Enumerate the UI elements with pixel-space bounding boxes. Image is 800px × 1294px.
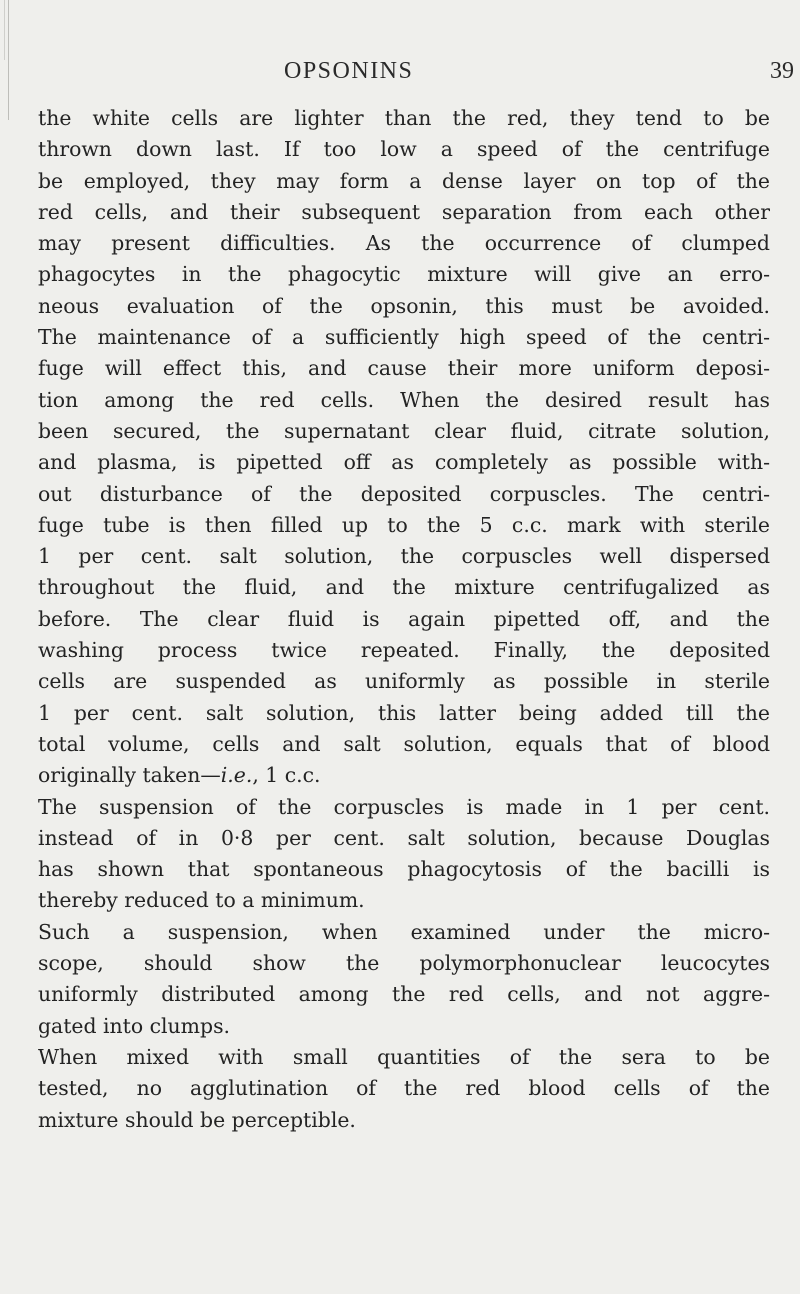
text-line: fuge will effect this, and cause their more uniform deposi-: [38, 356, 770, 381]
text-line: the white cells are lighter than the red, they tend to be: [38, 106, 770, 130]
text-line: has shown that spontaneous phagocytosis of the bacilli is: [38, 857, 770, 882]
text-line: before. The clear fluid is again pipetted off, and the: [38, 606, 770, 631]
text-line: washing process twice repeated. Finally, the deposited: [38, 638, 770, 663]
paragraph: [38, 103, 770, 792]
text-line: The maintenance of a sufficiently high speed of the centri-: [38, 325, 770, 350]
text-line: been secured, the supernatant clear fluid, citrate solution,: [38, 418, 770, 443]
text-line: thrown down last. If too low a speed of the centrifuge: [38, 137, 770, 162]
text-line: thereby reduced to a minimum.: [38, 888, 365, 913]
text-line: out disturbance of the deposited corpuscles. The centri-: [38, 481, 770, 506]
text-line: Such a suspension, when examined under the micro-: [38, 919, 770, 944]
text-line: phagocytes in the phagocytic mixture will give an erro-: [38, 262, 770, 287]
text-line: mixture should be perceptible.: [38, 1107, 356, 1132]
paragraph: [38, 1042, 770, 1136]
text-line: originally taken—i.e., 1 c.c.: [38, 763, 321, 788]
page-number: 39: [770, 58, 794, 84]
page-edge-shadow-outer: [4, 0, 5, 60]
text-line: total volume, cells and salt solution, equals that of blood: [38, 731, 770, 756]
paragraph: [38, 917, 770, 1042]
text-line: uniformly distributed among the red cells, and not aggre-: [38, 982, 770, 1007]
text-line: tion among the red cells. When the desired result has: [38, 387, 770, 412]
paragraph: [38, 792, 770, 917]
text-line: throughout the fluid, and the mixture centrifugalized as: [38, 575, 770, 600]
text-line: fuge tube is then filled up to the 5 c.c. mark with sterile: [38, 512, 770, 537]
running-head: [0, 58, 800, 92]
text-line: 1 per cent. salt solution, this latter being added till the: [38, 700, 770, 725]
text-line: scope, should show the polymorphonuclear leucocytes: [38, 951, 770, 976]
text-line: neous evaluation of the opsonin, this must be avoided.: [38, 293, 770, 318]
text-line: may present difficulties. As the occurrence of clumped: [38, 231, 770, 256]
text-line: cells are suspended as uniformly as possible in sterile: [38, 669, 770, 694]
text-line: When mixed with small quantities of the sera to be: [38, 1044, 770, 1069]
text-line: be employed, they may form a dense layer on top of the: [38, 168, 770, 193]
text-line: instead of in 0·8 per cent. salt solution, because Douglas: [38, 825, 770, 850]
text-line: tested, no agglutination of the red blood cells of the: [38, 1076, 770, 1101]
body-text: [38, 103, 770, 1136]
text-line: The suspension of the corpuscles is made in 1 per cent.: [38, 794, 770, 819]
running-title: OPSONINS: [284, 58, 414, 84]
text-line: 1 per cent. salt solution, the corpuscles well dispersed: [38, 544, 770, 569]
text-line: gated into clumps.: [38, 1013, 231, 1038]
text-line: and plasma, is pipetted off as completely as possible with-: [38, 450, 770, 475]
text-line: red cells, and their subsequent separation from each other: [38, 199, 770, 224]
